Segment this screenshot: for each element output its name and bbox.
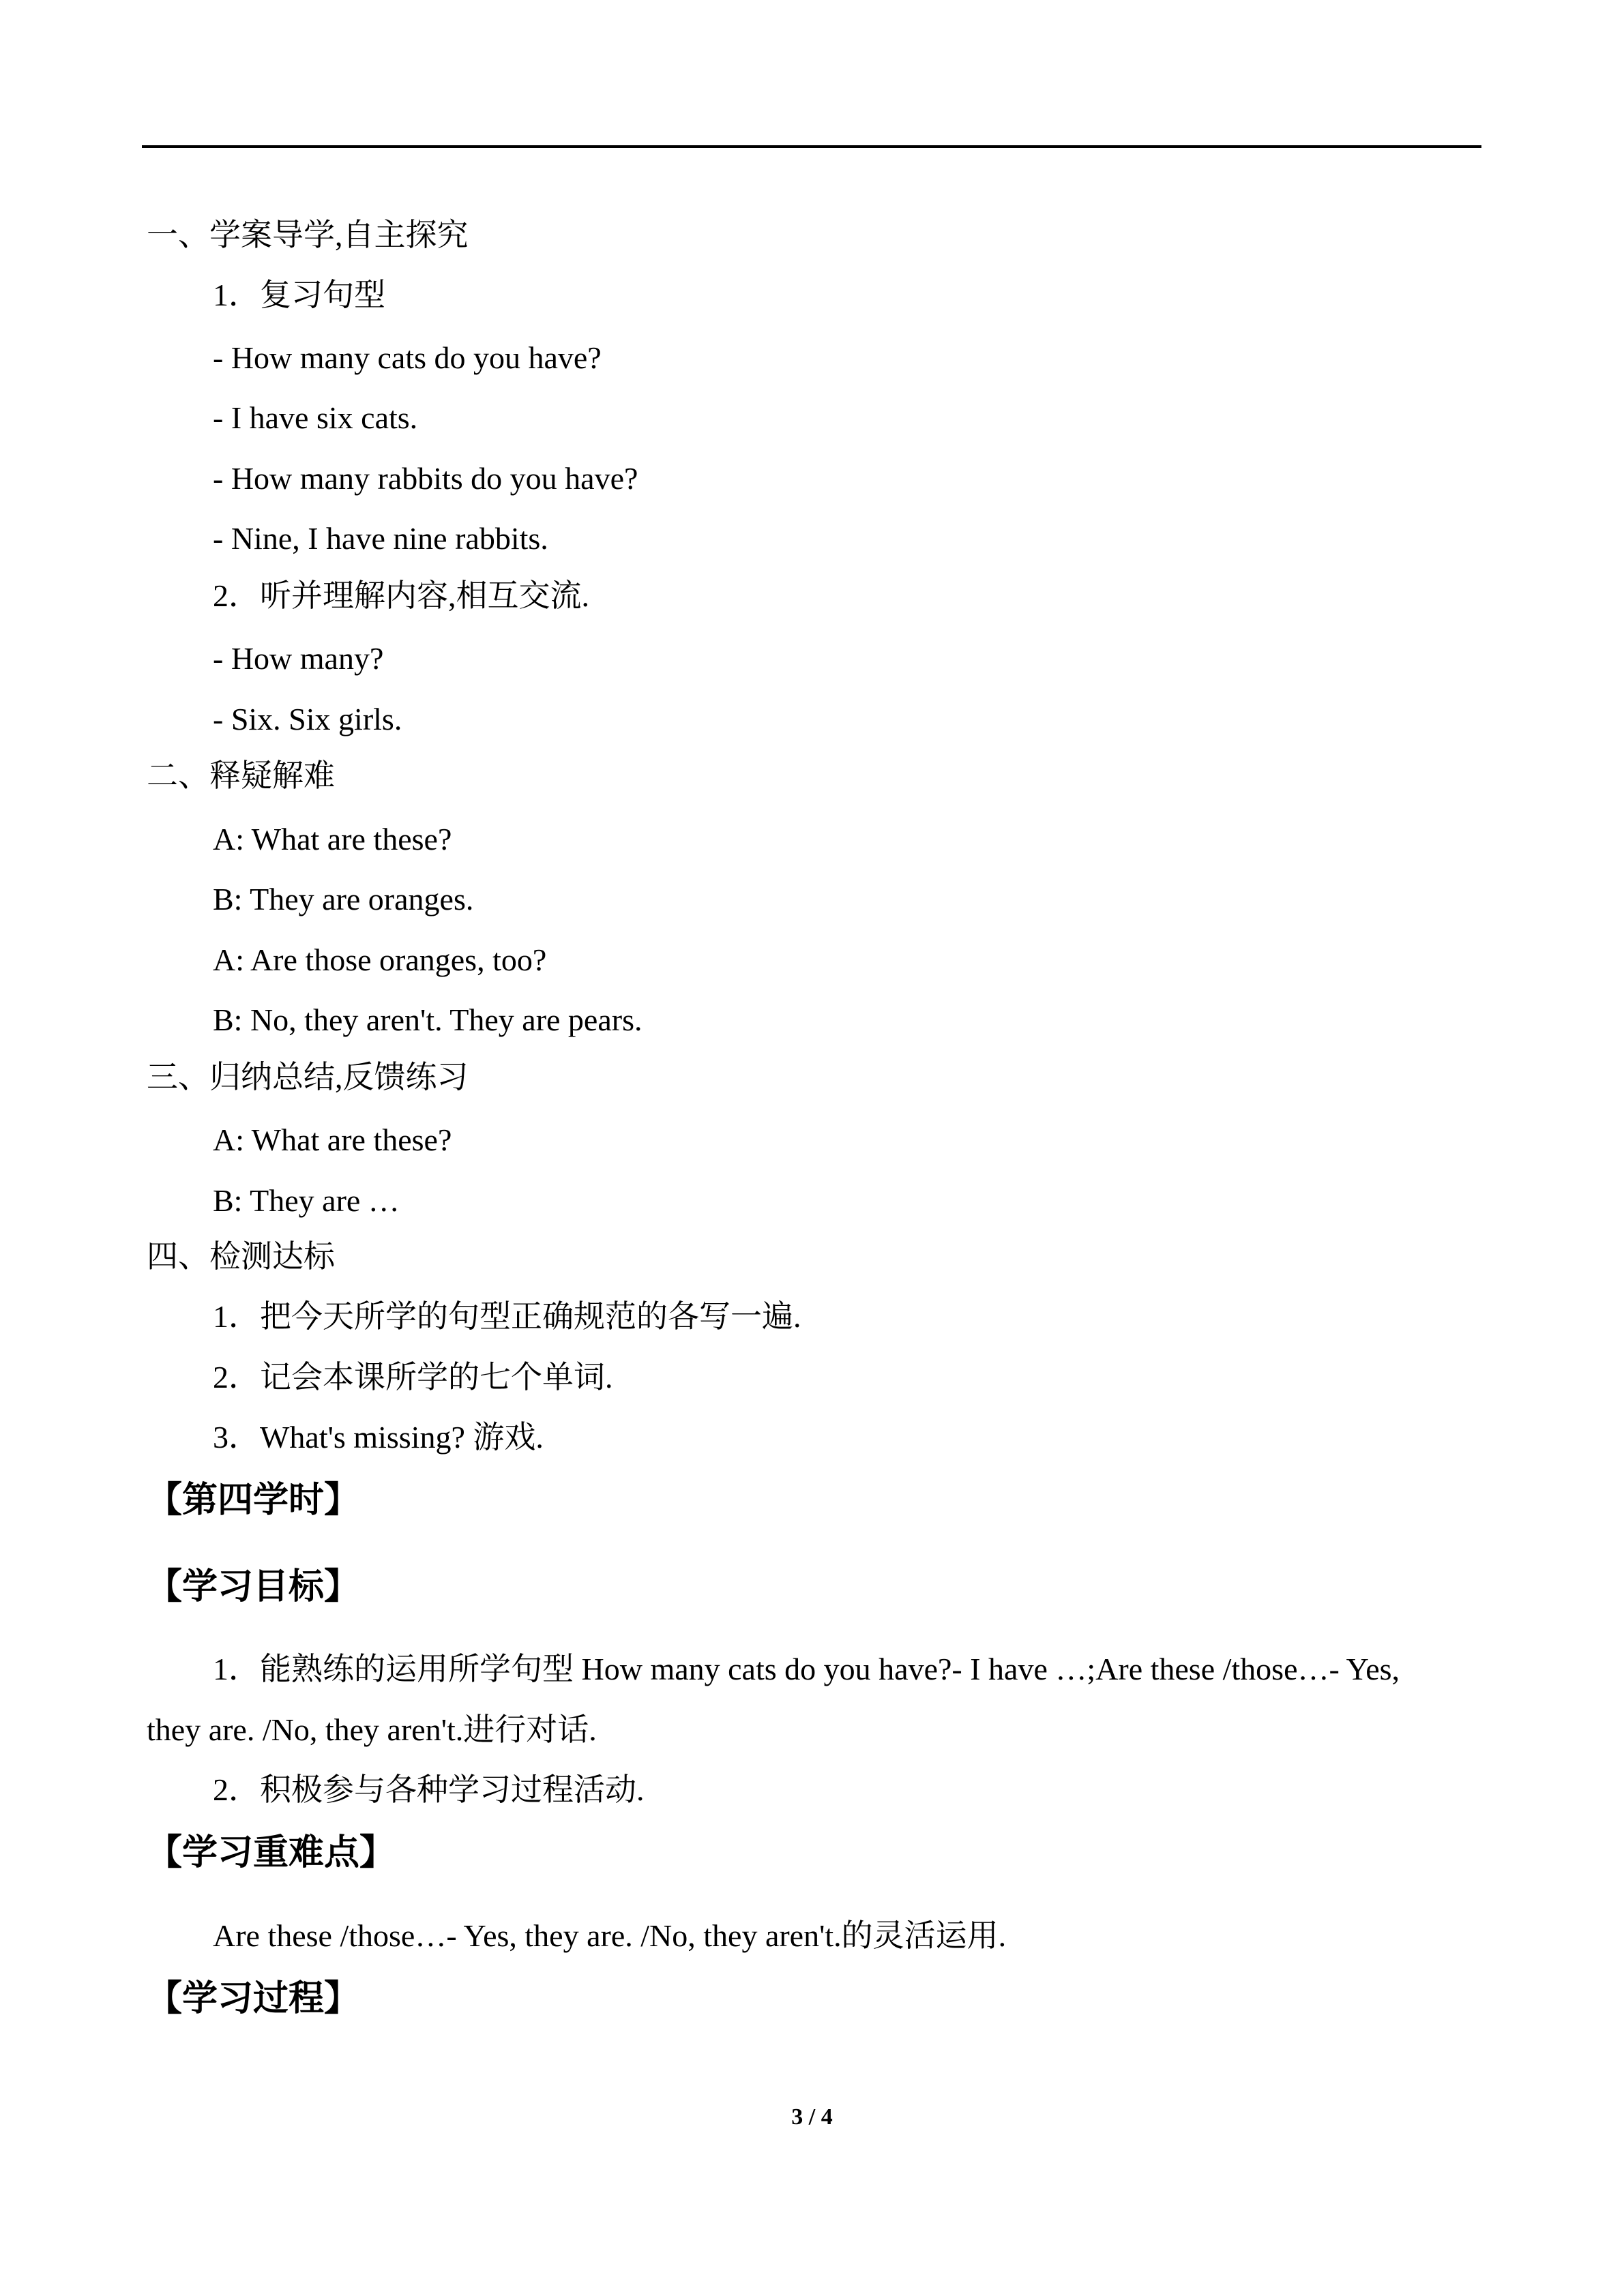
dialogue-line: B: They are oranges. <box>213 882 474 916</box>
goal-1-line-2: they are. /No, they aren't.进行对话. <box>147 1712 597 1747</box>
goal-1-line-1: 1．能熟练的运用所学句型 How many cats do you have?- I have …;Are these /those…- Yes, <box>213 1652 1400 1686</box>
goals-title: 【学习目标】 <box>147 1566 360 1607</box>
dialogue-line: - How many cats do you have? <box>213 340 602 375</box>
section-4-heading: 四、检测达标 <box>147 1239 335 1274</box>
keypoints-text: Are these /those…- Yes, they are. /No, they aren't.的灵活运用. <box>213 1918 1007 1953</box>
dialogue-line: - How many? <box>213 641 384 676</box>
dialogue-line: - I have six cats. <box>213 400 418 435</box>
header-rule <box>142 145 1481 148</box>
dialogue-line: - Six. Six girls. <box>213 702 402 736</box>
page-number: 3 / 4 <box>791 2104 833 2130</box>
section-1-heading: 一、学案导学,自主探究 <box>147 218 469 252</box>
process-title: 【学习过程】 <box>147 1978 360 2019</box>
section-4-item-1: 1．把今天所学的句型正确规范的各写一遍. <box>213 1299 801 1334</box>
dialogue-line: A: What are these? <box>213 822 452 856</box>
section-4-item-3: 3．What's missing? 游戏. <box>213 1420 544 1455</box>
dialogue-line: B: They are … <box>213 1183 400 1218</box>
section-1-item-2: 2．听并理解内容,相互交流. <box>213 578 589 613</box>
goal-2: 2．积极参与各种学习过程活动. <box>213 1772 645 1807</box>
dialogue-line: B: No, they aren't. They are pears. <box>213 1002 643 1037</box>
dialogue-line: A: What are these? <box>213 1122 452 1157</box>
section-3-heading: 三、归纳总结,反馈练习 <box>147 1060 469 1094</box>
lesson-title: 【第四学时】 <box>147 1480 360 1521</box>
section-4-item-2: 2．记会本课所学的七个单词. <box>213 1360 613 1395</box>
section-1-item-1: 1．复习句型 <box>213 278 385 312</box>
section-2-heading: 二、释疑解难 <box>147 758 335 793</box>
dialogue-line: - How many rabbits do you have? <box>213 461 638 496</box>
keypoints-title: 【学习重难点】 <box>147 1832 396 1873</box>
dialogue-line: - Nine, I have nine rabbits. <box>213 521 548 556</box>
dialogue-line: A: Are those oranges, too? <box>213 942 547 977</box>
